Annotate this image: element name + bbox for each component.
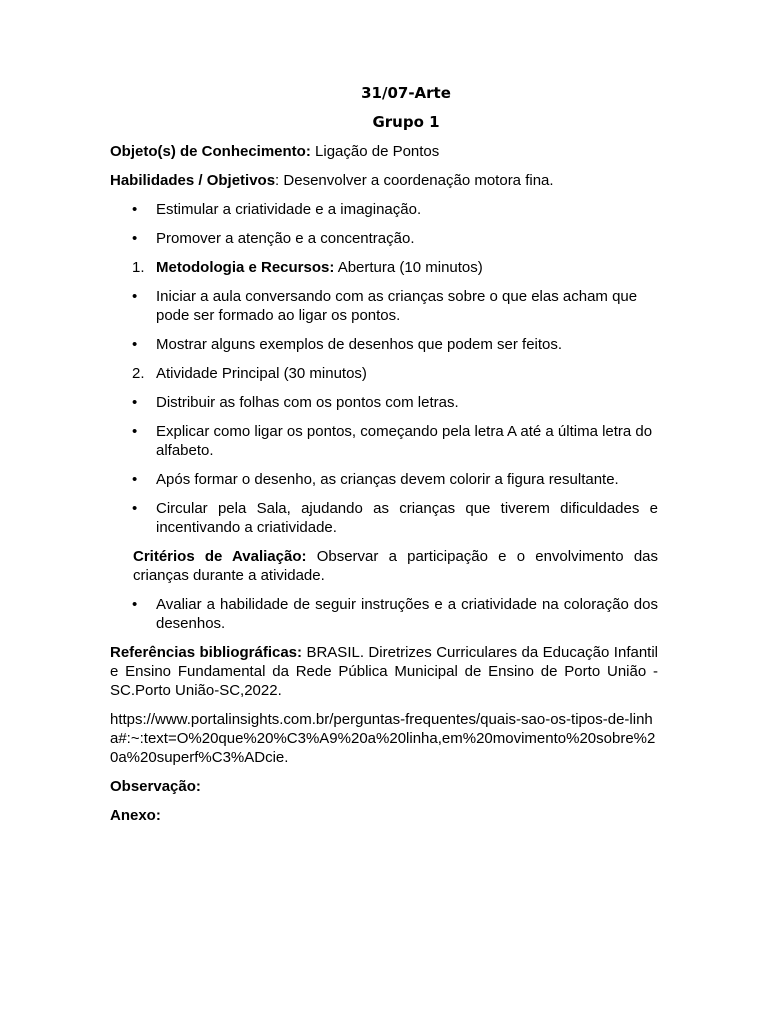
habilidades-sep: : [275, 172, 280, 189]
list-item: • Após formar o desenho, as crianças devem colorir a figura resultante. [132, 471, 619, 488]
list-item: • Distribuir as folhas com os pontos com letras. [132, 394, 459, 411]
document-title: 31/07-Arte [361, 84, 451, 102]
bullet: • [132, 500, 138, 517]
observacao-line [110, 777, 658, 796]
habilidades-line [110, 171, 658, 190]
document-page [110, 82, 658, 825]
list-item: • Iniciar a aula conversando com as crianças sobre o que elas acham que pode ser formado ao ligar os pontos. [132, 288, 638, 324]
bullet: • [132, 288, 138, 305]
objetos-label: Objeto(s) de Conhecimento: [110, 143, 311, 160]
atividade-value: Atividade Principal (30 minutos) [156, 365, 367, 382]
metodologia-item [110, 258, 658, 277]
list-item: • Mostrar alguns exemplos de desenhos que podem ser feitos. [132, 336, 563, 353]
list-item: • Circular pela Sala, ajudando as crianças que tiverem dificuldades e incentivando a criatividade. [132, 500, 658, 536]
criterios-value: Observar a participação e o envolvimento das crianças durante a atividade. [133, 548, 659, 584]
criterios-label: Critérios de Avaliação: [133, 548, 307, 565]
criterios-line [110, 547, 658, 585]
reference-url: https://www.portalinsights.com.br/perguntas-frequentes/quais-sao-os-tipos-de-linha#:~:text=O%20que%20%C3%A9%20a%20linha,em%20movimento%20sobre%20a%20superf%C3%ADcie. [110, 711, 656, 766]
metodologia-value: Abertura (10 minutos) [337, 259, 483, 276]
referencias-line [110, 643, 658, 700]
anexo-line [110, 806, 658, 825]
habilidades-label: Habilidades / Objetivos [110, 172, 276, 189]
list-item: • Promover a atenção e a concentração. [132, 230, 415, 247]
referencias-label: Referências bibliográficas: [110, 644, 303, 661]
list-item: • Estimular a criatividade e a imaginação. [132, 201, 422, 218]
bullet: • [132, 336, 138, 353]
list-number: 2. [132, 365, 145, 382]
atividade-item [110, 364, 658, 383]
objetos-value: Ligação de Pontos [315, 143, 440, 160]
metodologia-label: Metodologia e Recursos: [156, 259, 335, 276]
bullet: • [132, 471, 138, 488]
bullet: • [132, 201, 138, 218]
group-heading: Grupo 1 [372, 113, 440, 131]
referencias-value: BRASIL. Diretrizes Curriculares da Educação Infantil e Ensino Fundamental da Rede Pública Municipal de Ensino de Porto União -SC.Porto União-SC,2022. [110, 644, 659, 699]
bullet: • [132, 596, 138, 613]
anexo-label: Anexo: [110, 807, 161, 824]
bullet: • [132, 230, 138, 247]
list-item: • Explicar como ligar os pontos, começando pela letra A até a última letra do alfabeto. [132, 423, 653, 459]
observacao-label: Observação: [110, 778, 201, 795]
habilidades-value: Desenvolver a coordenação motora fina. [283, 172, 554, 189]
list-number: 1. [132, 259, 145, 276]
objetos-line [110, 142, 658, 161]
list-item: • Avaliar a habilidade de seguir instruções e a criatividade na coloração dos desenhos. [132, 596, 658, 632]
bullet: • [132, 394, 138, 411]
bullet: • [132, 423, 138, 440]
